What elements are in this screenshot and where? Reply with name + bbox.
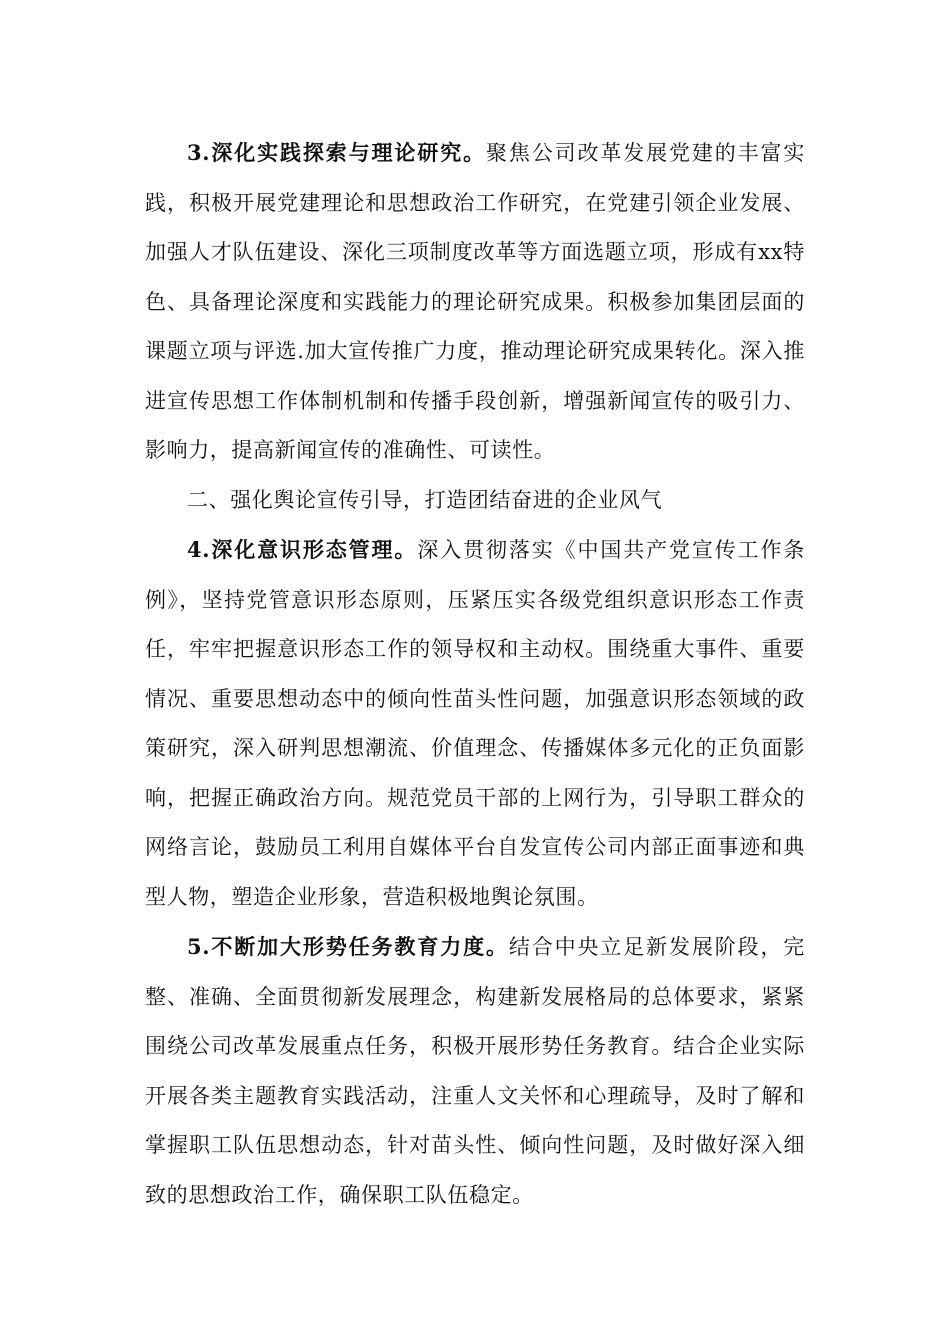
paragraph-5: [145, 922, 805, 1220]
paragraph-3-text: 聚焦公司改革发展党建的丰富实践，积极开展党建理论和思想政治工作研究，在党建引领企业发展、加强人才队伍建设、深化三项制度改革等方面选题立项，形成有xx特色、具备理论深度和实践能力的理论研究成果。积极参加集团层面的课题立项与评选.加大宣传推广力度，推动理论研究成果转化。深入推进宣传思想工作体制机制和传播手段创新，增强新闻宣传的吸引力、影响力，提高新闻宣传的准确性、可读性。: [145, 141, 806, 462]
paragraph-5-text: 结合中央立足新发展阶段，完整、准确、全面贯彻新发展理念，构建新发展格局的总体要求，紧紧围绕公司改革发展重点任务，积极开展形势任务教育。结合企业实际开展各类主题教育实践活动，注重人文关怀和心理疏导，及时了解和掌握职工队伍思想动态，针对苗头性、倾向性问题，及时做好深入细致的思想政治工作，确保职工队伍稳定。: [145, 935, 805, 1207]
paragraph-3: [145, 128, 805, 476]
paragraph-4-text: 深入贯彻落实《中国共产党宣传工作条例》，坚持党管意识形态原则，压紧压实各级党组织意识形态工作责任，牢牢把握意识形态工作的领导权和主动权。围绕重大事件、重要情况、重要思想动态中的倾向性苗头性问题，加强意识形态领域的政策研究，深入研判思想潮流、价值理念、传播媒体多元化的正负面影响，把握正确政治方向。规范党员干部的上网行为，引导职工群众的网络言论，鼓励员工利用自媒体平台自发宣传公司内部正面事迹和典型人物，塑造企业形象，营造积极地舆论氛围。: [145, 538, 805, 909]
section-heading-2: 二、强化舆论宣传引导，打造团结奋进的企业风气: [187, 487, 663, 512]
paragraph-5-lead: 5.不断加大形势任务教育力度。: [187, 934, 509, 959]
paragraph-4-lead: 4.深化意识形态管理。: [187, 537, 418, 562]
document-body: [145, 128, 805, 1220]
paragraph-3-lead: 3.深化实践探索与理论研究。: [187, 140, 486, 165]
paragraph-4: [145, 525, 805, 922]
